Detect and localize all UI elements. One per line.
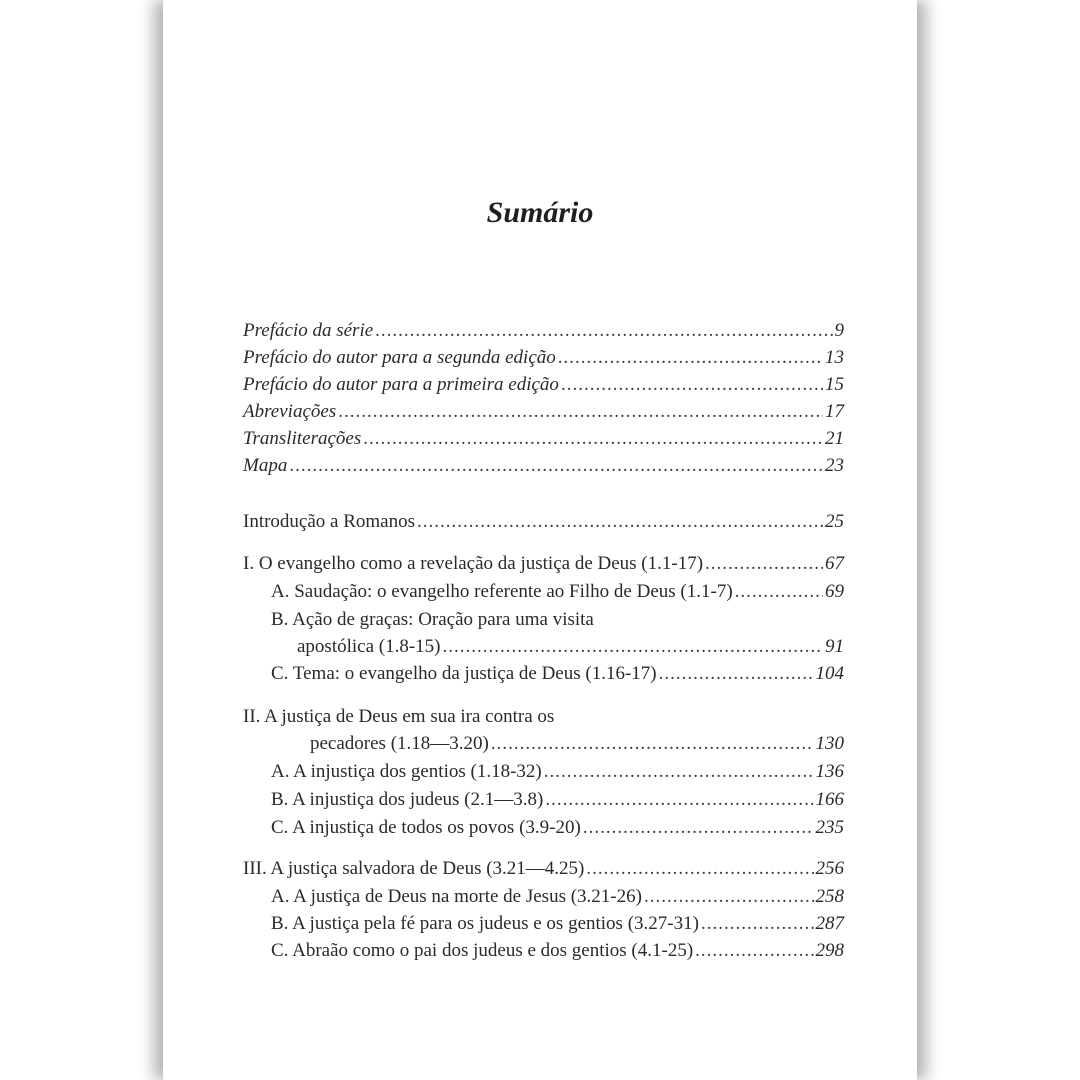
toc-entry-page: 256 <box>815 858 844 879</box>
toc-entry-part-3-b <box>271 912 844 936</box>
toc-entry-part-2 <box>310 732 844 756</box>
leader-dots <box>561 373 823 397</box>
toc-entry-label: C. A injustiça de todos os povos (3.9-20) <box>271 817 581 838</box>
leader-dots <box>289 454 823 478</box>
leader-dots <box>644 885 814 909</box>
toc-entry-page: 13 <box>825 347 844 368</box>
leader-dots <box>583 816 814 840</box>
page-title: Sumário <box>486 196 594 229</box>
toc-entry-page: 23 <box>825 455 844 476</box>
leader-dots <box>443 635 823 659</box>
toc-entry-label: Introdução a Romanos <box>243 511 416 532</box>
toc-entry-transliteracoes <box>243 427 844 451</box>
toc-entry-part-3-a <box>271 885 844 909</box>
toc-entry-prefacio-serie <box>243 319 844 343</box>
toc-entry-label: B. A injustiça dos judeus (2.1—3.8) <box>271 789 544 810</box>
leader-dots <box>659 662 814 686</box>
leader-dots <box>545 788 813 812</box>
toc-entry-page: 166 <box>815 789 844 810</box>
toc-entry-label: C. Tema: o evangelho da justiça de Deus (1.16-17) <box>271 663 657 684</box>
toc-entry-page: 25 <box>825 511 844 532</box>
toc-entry-page: 130 <box>815 733 844 754</box>
toc-entry-label: Prefácio do autor para a primeira edição <box>243 374 559 395</box>
toc-entry-mapa <box>243 454 844 478</box>
toc-entry-part-2-c <box>271 816 844 840</box>
toc-entry-prefacio-primeira <box>243 373 844 397</box>
toc-entry-label: Abreviações <box>243 401 337 422</box>
leader-dots <box>735 580 823 604</box>
toc-entry-page: 21 <box>825 428 844 449</box>
toc-entry-page: 298 <box>815 940 844 961</box>
toc-entry-prefacio-segunda <box>243 346 844 370</box>
toc-entry-label: A. A injustiça dos gentios (1.18-32) <box>271 761 542 782</box>
toc-entry-part-2-b <box>271 788 844 812</box>
toc-entry-page: 91 <box>825 636 844 657</box>
toc-entry-label: B. A justiça pela fé para os judeus e os gentios (3.27-31) <box>271 913 699 934</box>
leader-dots <box>701 912 814 936</box>
toc-entry-part-1-c <box>271 662 844 686</box>
leader-dots <box>695 939 813 963</box>
book-page <box>163 0 917 1080</box>
leader-dots <box>375 319 832 343</box>
toc-entry-label: I. O evangelho como a revelação da justiça de Deus (1.1-17) <box>243 553 704 574</box>
toc-entry-part-2-a <box>271 760 844 784</box>
leader-dots <box>558 346 823 370</box>
leader-dots <box>586 857 813 881</box>
toc-entry-page: 287 <box>815 913 844 934</box>
toc-entry-part-3 <box>243 857 844 881</box>
leader-dots <box>491 732 814 756</box>
toc-entry-page: 9 <box>834 320 844 341</box>
toc-entry-page: 235 <box>815 817 844 838</box>
toc-entry-page: 17 <box>825 401 844 422</box>
toc-entry-part-1-b-line1: B. Ação de graças: Oração para uma visita <box>271 609 594 630</box>
toc-entry-page: 15 <box>825 374 844 395</box>
leader-dots <box>338 400 823 424</box>
toc-entry-label: Prefácio do autor para a segunda edição <box>243 347 556 368</box>
toc-entry-label: III. A justiça salvadora de Deus (3.21—4.25) <box>243 858 585 879</box>
toc-entry-page: 104 <box>815 663 844 684</box>
toc-entry-part-1-b <box>297 635 844 659</box>
leader-dots <box>417 510 823 534</box>
toc-entry-part-1 <box>243 552 844 576</box>
toc-entry-page: 67 <box>825 553 844 574</box>
toc-entry-part-1-a <box>271 580 844 604</box>
toc-entry-label: Transliterações <box>243 428 362 449</box>
toc-entry-page: 136 <box>815 761 844 782</box>
leader-dots <box>544 760 814 784</box>
toc-entry-label: Prefácio da série <box>243 320 374 341</box>
toc-entry-part-2-line1: II. A justiça de Deus em sua ira contra os <box>243 706 555 727</box>
toc-entry-page: 69 <box>825 581 844 602</box>
leader-dots <box>705 552 823 576</box>
toc-entry-part-3-c <box>271 939 844 963</box>
toc-entry-label: C. Abraão como o pai dos judeus e dos gentios (4.1-25) <box>271 940 694 961</box>
toc-entry-abreviacoes <box>243 400 844 424</box>
toc-entry-label: Mapa <box>243 455 288 476</box>
toc-entry-label: A. A justiça de Deus na morte de Jesus (3.21-26) <box>271 886 642 907</box>
toc-entry-page: 258 <box>815 886 844 907</box>
toc-entry-introducao <box>243 510 844 534</box>
toc-entry-label: A. Saudação: o evangelho referente ao Filho de Deus (1.1-7) <box>271 581 733 602</box>
toc-entry-label: pecadores (1.18—3.20) <box>310 733 489 754</box>
leader-dots <box>363 427 823 451</box>
toc-entry-label: apostólica (1.8-15) <box>297 636 441 657</box>
